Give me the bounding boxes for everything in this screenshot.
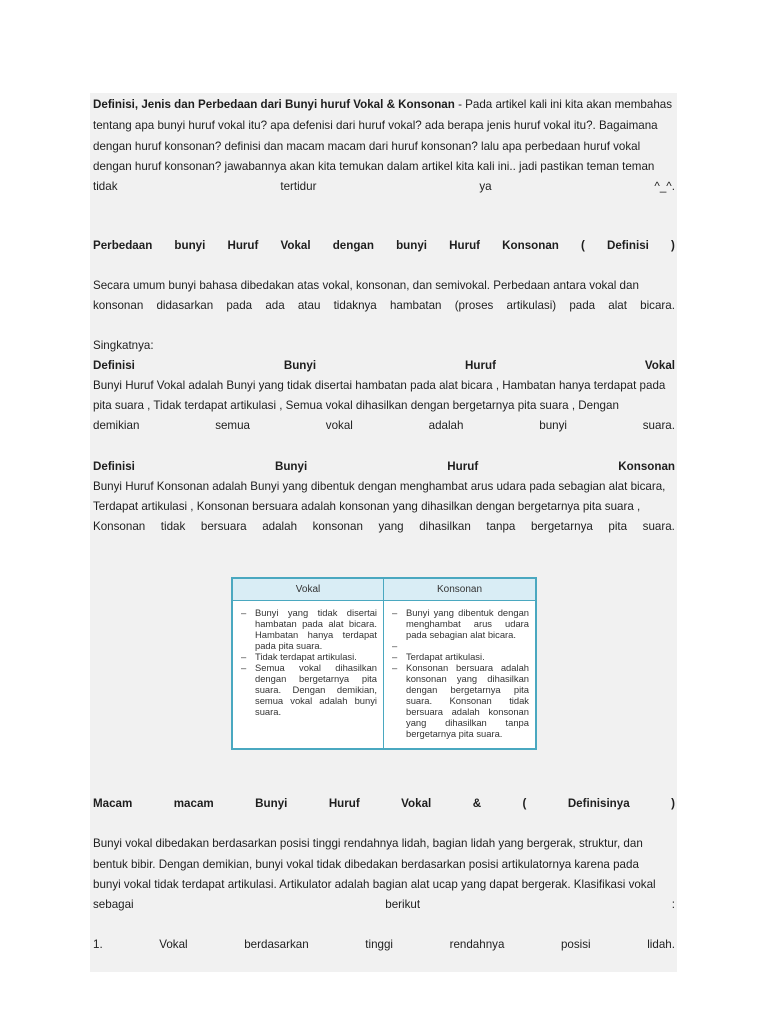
table-header-konsonan: Konsonan: [384, 579, 535, 601]
intro-line-5: tidak tertidur ya ^_^.: [93, 180, 675, 193]
section-heading-perbedaan: Perbedaan bunyi Huruf Vokal dengan bunyi Huruf Konsonan ( Definisi ): [93, 239, 675, 252]
section2-line-1: Bunyi vokal dibedakan berdasarkan posisi tinggi rendahnya lidah, bagian lidah yang bergerak, struktur, dan: [93, 837, 643, 850]
intro-line-2: tentang apa bunyi huruf vokal itu? apa defenisi dari huruf vokal? ada berapa jenis huruf vokal itu?. Bagaimana: [93, 119, 658, 132]
section2-line-4: sebagai berikut :: [93, 898, 675, 911]
definisi-konsonan-heading: Definisi Bunyi Huruf Konsonan: [93, 460, 675, 473]
konsonan-item: – Bunyi yang dibentuk dengan menghambat arus udara pada sebagian alat bicara.: [392, 607, 529, 640]
list-item-1: 1. Vokal berdasarkan tinggi rendahnya posisi lidah.: [93, 938, 675, 951]
definisi-konsonan-line-1: Bunyi Huruf Konsonan adalah Bunyi yang dibentuk dengan menghambat arus udara pada sebagian alat bicara,: [93, 480, 666, 493]
vokal-item: – Bunyi yang tidak disertai hambatan pada alat bicara. Hambatan hanya terdapat pada pita suara.: [241, 607, 377, 651]
section2-line-3: bunyi vokal tidak terdapat artikulasi. Artikulator adalah bagian alat ucap yang dapat bergerak. Klasifikasi vokal: [93, 878, 656, 891]
definisi-vokal-line-2: pita suara , Tidak terdapat artikulasi , Semua vokal dihasilkan dengan bergetarnya pita suara , Dengan: [93, 399, 619, 412]
spacer: [392, 640, 529, 651]
table-cell-konsonan: [384, 601, 535, 748]
table-cell-vokal: [233, 601, 384, 748]
document-page: [90, 93, 677, 972]
section-heading-macam: Macam macam Bunyi Huruf Vokal & ( Definisinya ): [93, 797, 675, 810]
summary-label: Singkatnya:: [93, 339, 154, 352]
konsonan-item: – Terdapat artikulasi.: [392, 651, 529, 662]
konsonan-item: – Konsonan bersuara adalah konsonan yang dihasilkan dengan bergetarnya pita suara. Konsonan tidak bersuara adalah konsonan yang dihasilkan tanpa bergetarnya pita suara.: [392, 662, 529, 739]
definisi-vokal-line-1: Bunyi Huruf Vokal adalah Bunyi yang tidak disertai hambatan pada alat bicara , Hambatan hanya terdapat pada: [93, 379, 666, 392]
section1-paragraph-line-1: Secara umum bunyi bahasa dibedakan atas vokal, konsonan, dan semivokal. Perbedaan antara vokal dan: [93, 279, 639, 292]
definisi-vokal-heading: Definisi Bunyi Huruf Vokal: [93, 359, 675, 372]
section2-line-2: bentuk bibir. Dengan demikian, bunyi vokal tidak dibedakan berdasarkan posisi artikulatornya karena pada: [93, 858, 639, 871]
definisi-vokal-line-3: demikian semua vokal adalah bunyi suara.: [93, 419, 675, 432]
comparison-table: [231, 577, 537, 750]
intro-line-4: dengan huruf konsonan? jawabannya akan kita temukan dalam artikel kita kali ini.. jadi pastikan teman teman: [93, 160, 655, 173]
vokal-item: – Semua vokal dihasilkan dengan bergetarnya pita suara. Dengan demikian, semua vokal adalah bunyi suara.: [241, 662, 377, 717]
vokal-item: – Tidak terdapat artikulasi.: [241, 651, 377, 662]
section1-paragraph-line-2: konsonan didasarkan pada ada atau tidaknya hambatan (proses artikulasi) pada alat bicara.: [93, 299, 675, 312]
intro-line-3: dengan huruf konsonan? definisi dan macam macam dari huruf konsonan? lalu apa perbedaan huruf vokal: [93, 140, 641, 153]
article-title: Definisi, Jenis dan Perbedaan dari Bunyi huruf Vokal & Konsonan: [93, 98, 455, 111]
table-header-vokal: Vokal: [233, 579, 384, 601]
intro-line-1: Definisi, Jenis dan Perbedaan dari Bunyi huruf Vokal & Konsonan - Pada artikel kali ini kita akan membahas: [93, 98, 673, 111]
definisi-konsonan-line-3: Konsonan tidak bersuara adalah konsonan yang dihasilkan tanpa bergetarnya pita suara.: [93, 520, 675, 533]
definisi-konsonan-line-2: Terdapat artikulasi , Konsonan bersuara adalah konsonan yang dihasilkan dengan bergetarnya pita suara ,: [93, 500, 641, 513]
